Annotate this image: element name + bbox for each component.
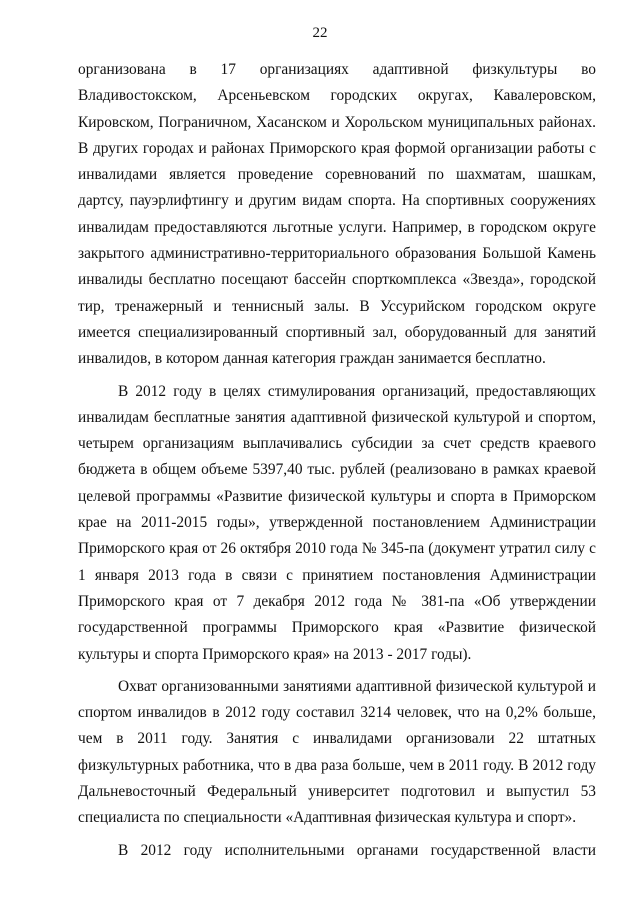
paragraph-3: Охват организованными занятиями адаптивной физической культурой и спортом инвалидов в 2012 году составил 3214 человек, что на 0,2% больше, чем в 2011 году. Занятия с инвалидами организовали 22 штатных физкультурных работника, что в два раза больше, чем в 2011 году. В 2012 году Дальневосточный Федеральный университет подготовил и выпустил 53 специалиста по специальности «Адаптивная физическая культура и спорт». [78,677,596,827]
paragraph-4: В 2012 году исполнительными органами государственной власти [118,841,596,859]
paragraph-2: В 2012 году в целях стимулирования организаций, предоставляющих инвалидам бесплатные занятия адаптивной физической культурой и спортом, четырем организациям выплачивались субсидии за счет средств краевого бюджета в общем объеме 5397,40 тыс. рублей (реализовано в рамках краевой целевой программы «Развитие физической культуры и спорта в Приморском крае на 2011-2015 годы», утвержденной постановлением Администрации Приморского края от 26 октября 2010 года № 345-па (документ утратил силу с 1 января 2013 года в связи с принятием постановления Администрации Приморского края от 7 декабря 2012 года № 381-па «Об утверждении государственной программы Приморского края «Развитие физической культуры и спорта Приморского края» на 2013 - 2017 годы). [78,382,596,663]
paragraph-1: организована в 17 организациях адаптивной физкультуры во Владивостокском, Арсеньевском городских округах, Кавалеровском, Кировском, Пограничном, Хасанском и Хорольском муниципальных районах. В других городах и районах Приморского края формой организации работы с инвалидами является проведение соревнований по шахматам, шашкам, дартсу, пауэрлифтингу и другим видам спорта. На спортивных сооружениях инвалидам предоставляются льготные услуги. Например, в городском округе закрытого административно-территориального образования Большой Камень инвалиды бесплатно посещают бассейн спорткомплекса «Звезда», городской тир, тренажерный и теннисный залы. В Уссурийском городском округе имеется специализированный спортивный зал, оборудованный для занятий инвалидов, в котором данная категория граждан занимается бесплатно. [78,61,596,368]
page-number: 22 [312,25,328,41]
document-body [78,57,596,870]
